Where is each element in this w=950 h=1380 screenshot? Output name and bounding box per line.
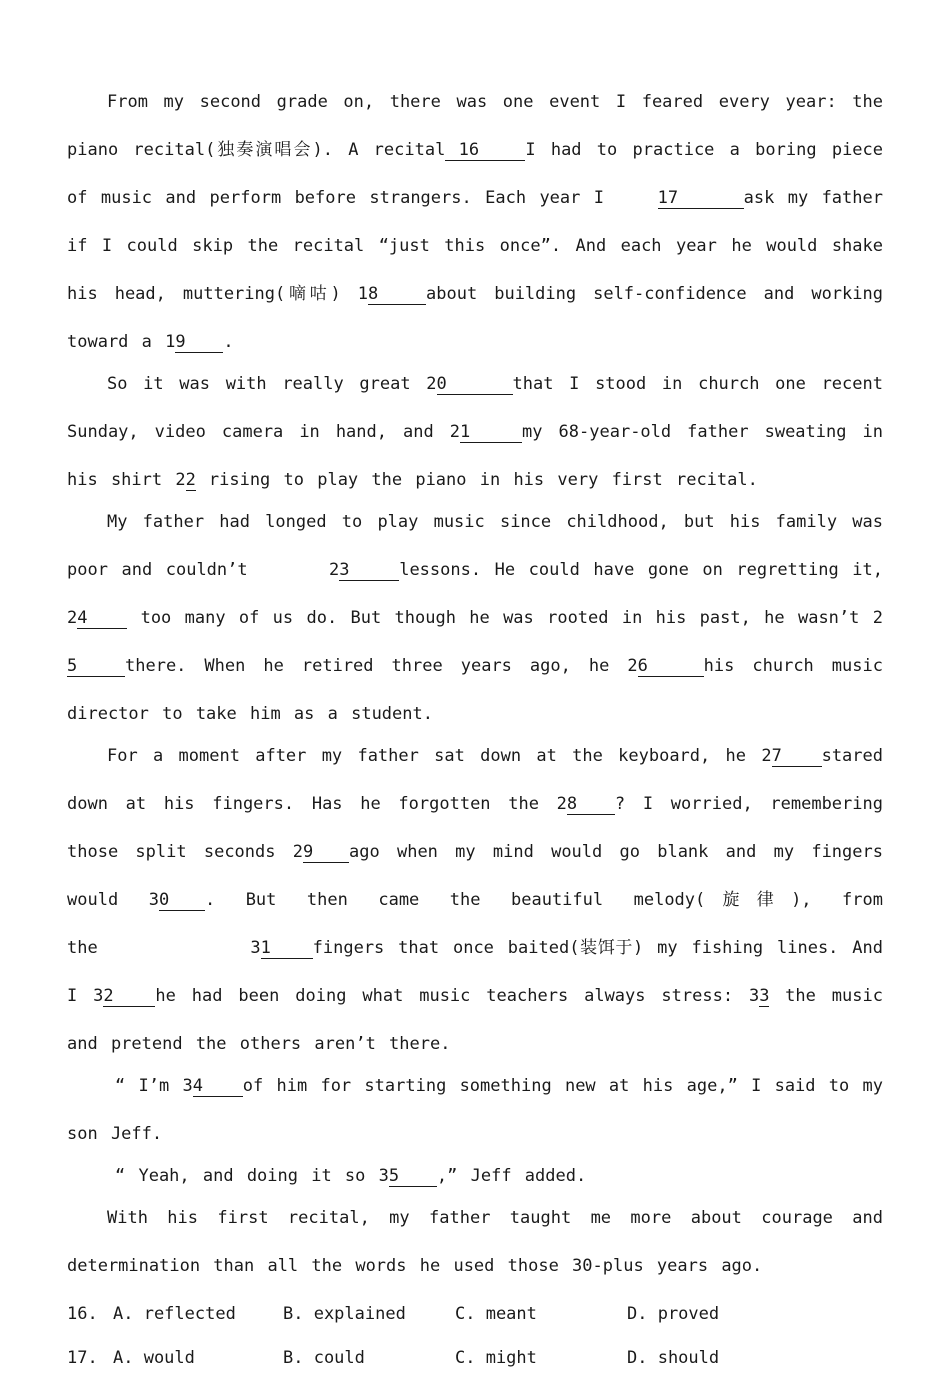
paragraph-6: “ Yeah, and doing it so 35 ,” Jeff added. — [115, 1166, 587, 1186]
option-d: D. proved — [627, 1304, 720, 1324]
blank-34: 4 — [193, 1076, 243, 1097]
option-c: C. might — [455, 1348, 537, 1368]
blank-33: 3 — [759, 986, 770, 1006]
blank-26: 6 — [638, 656, 704, 677]
blank-28: 8 — [567, 794, 615, 815]
paragraph-4: For a moment after my father sat down at the keyboard, he 27 stared down at his fingers. Has he forgotten the 28 ? I worried, remembering those split seconds 29 ago when my mind would go blank and my fingers would 30 . But then came the beautiful melody(旋律), from the 31 fingers that once baited(装饵于) my fishing lines. And I 32 he had been doing what music teachers always stress: 33 the music and pretend the others aren’t there. — [67, 746, 883, 1054]
blank-35: 5 — [389, 1166, 437, 1187]
option-c: C. meant — [455, 1304, 537, 1324]
option-a: A. would — [113, 1348, 195, 1368]
blank-17: 17 — [658, 188, 744, 209]
blank-29: 9 — [303, 842, 349, 863]
paragraph-3: My father had longed to play music since childhood, but his family was poor and couldn’t 23 lessons. He could have gone on regretting it, 24 too many of us do. But though he was rooted in his past, he wasn’t 25 there. When he retired three years ago, he 26 his church music director to take him as a student. — [67, 512, 883, 724]
answer-options — [67, 1292, 883, 1380]
blank-16: 16 — [445, 140, 525, 161]
blank-31: 1 — [261, 938, 313, 959]
paragraph-5: “ I’m 34 of him for starting something new at his age,” I said to my son Jeff. — [67, 1076, 883, 1144]
question-16-row — [67, 1292, 883, 1336]
blank-27: 7 — [772, 746, 822, 767]
option-d: D. should — [627, 1348, 720, 1368]
blank-22: 2 — [185, 470, 196, 490]
blank-19: 9 — [175, 332, 223, 353]
option-b: B. could — [283, 1348, 365, 1368]
blank-23: 3 — [339, 560, 399, 581]
question-number: 16. — [67, 1304, 98, 1324]
blank-18: 8 — [368, 284, 426, 305]
blank-32: 2 — [103, 986, 155, 1007]
blank-24: 4 — [77, 608, 127, 629]
option-b: B. explained — [283, 1304, 406, 1324]
blank-20: 0 — [437, 374, 513, 395]
option-a: A. reflected — [113, 1304, 236, 1324]
blank-21: 1 — [460, 422, 522, 443]
question-number: 17. — [67, 1348, 98, 1368]
paragraph-7: With his first recital, my father taught me more about courage and determination than all the words he used those 30-plus years ago. — [67, 1208, 883, 1276]
blank-30: 0 — [159, 890, 205, 911]
paragraph-1: From my second grade on, there was one event I feared every year: the piano recital(独奏演唱会). A recital 16 I had to practice a boring piece of music and perform before strangers. Each year I 17 ask my father if I could skip the recital “just this once”. And each year he would shake his head, muttering(嘀咕) 18 about building self-confidence and working toward a 19 . — [67, 92, 884, 352]
paragraph-2: So it was with really great 20 that I stood in church one recent Sunday, video camera in hand, and 21 my 68-year-old father sweating in his shirt 22 rising to play the piano in his very first recital. — [67, 374, 883, 490]
question-17-row — [67, 1336, 883, 1380]
exam-page — [67, 78, 883, 1380]
blank-25: 5 — [67, 656, 125, 677]
